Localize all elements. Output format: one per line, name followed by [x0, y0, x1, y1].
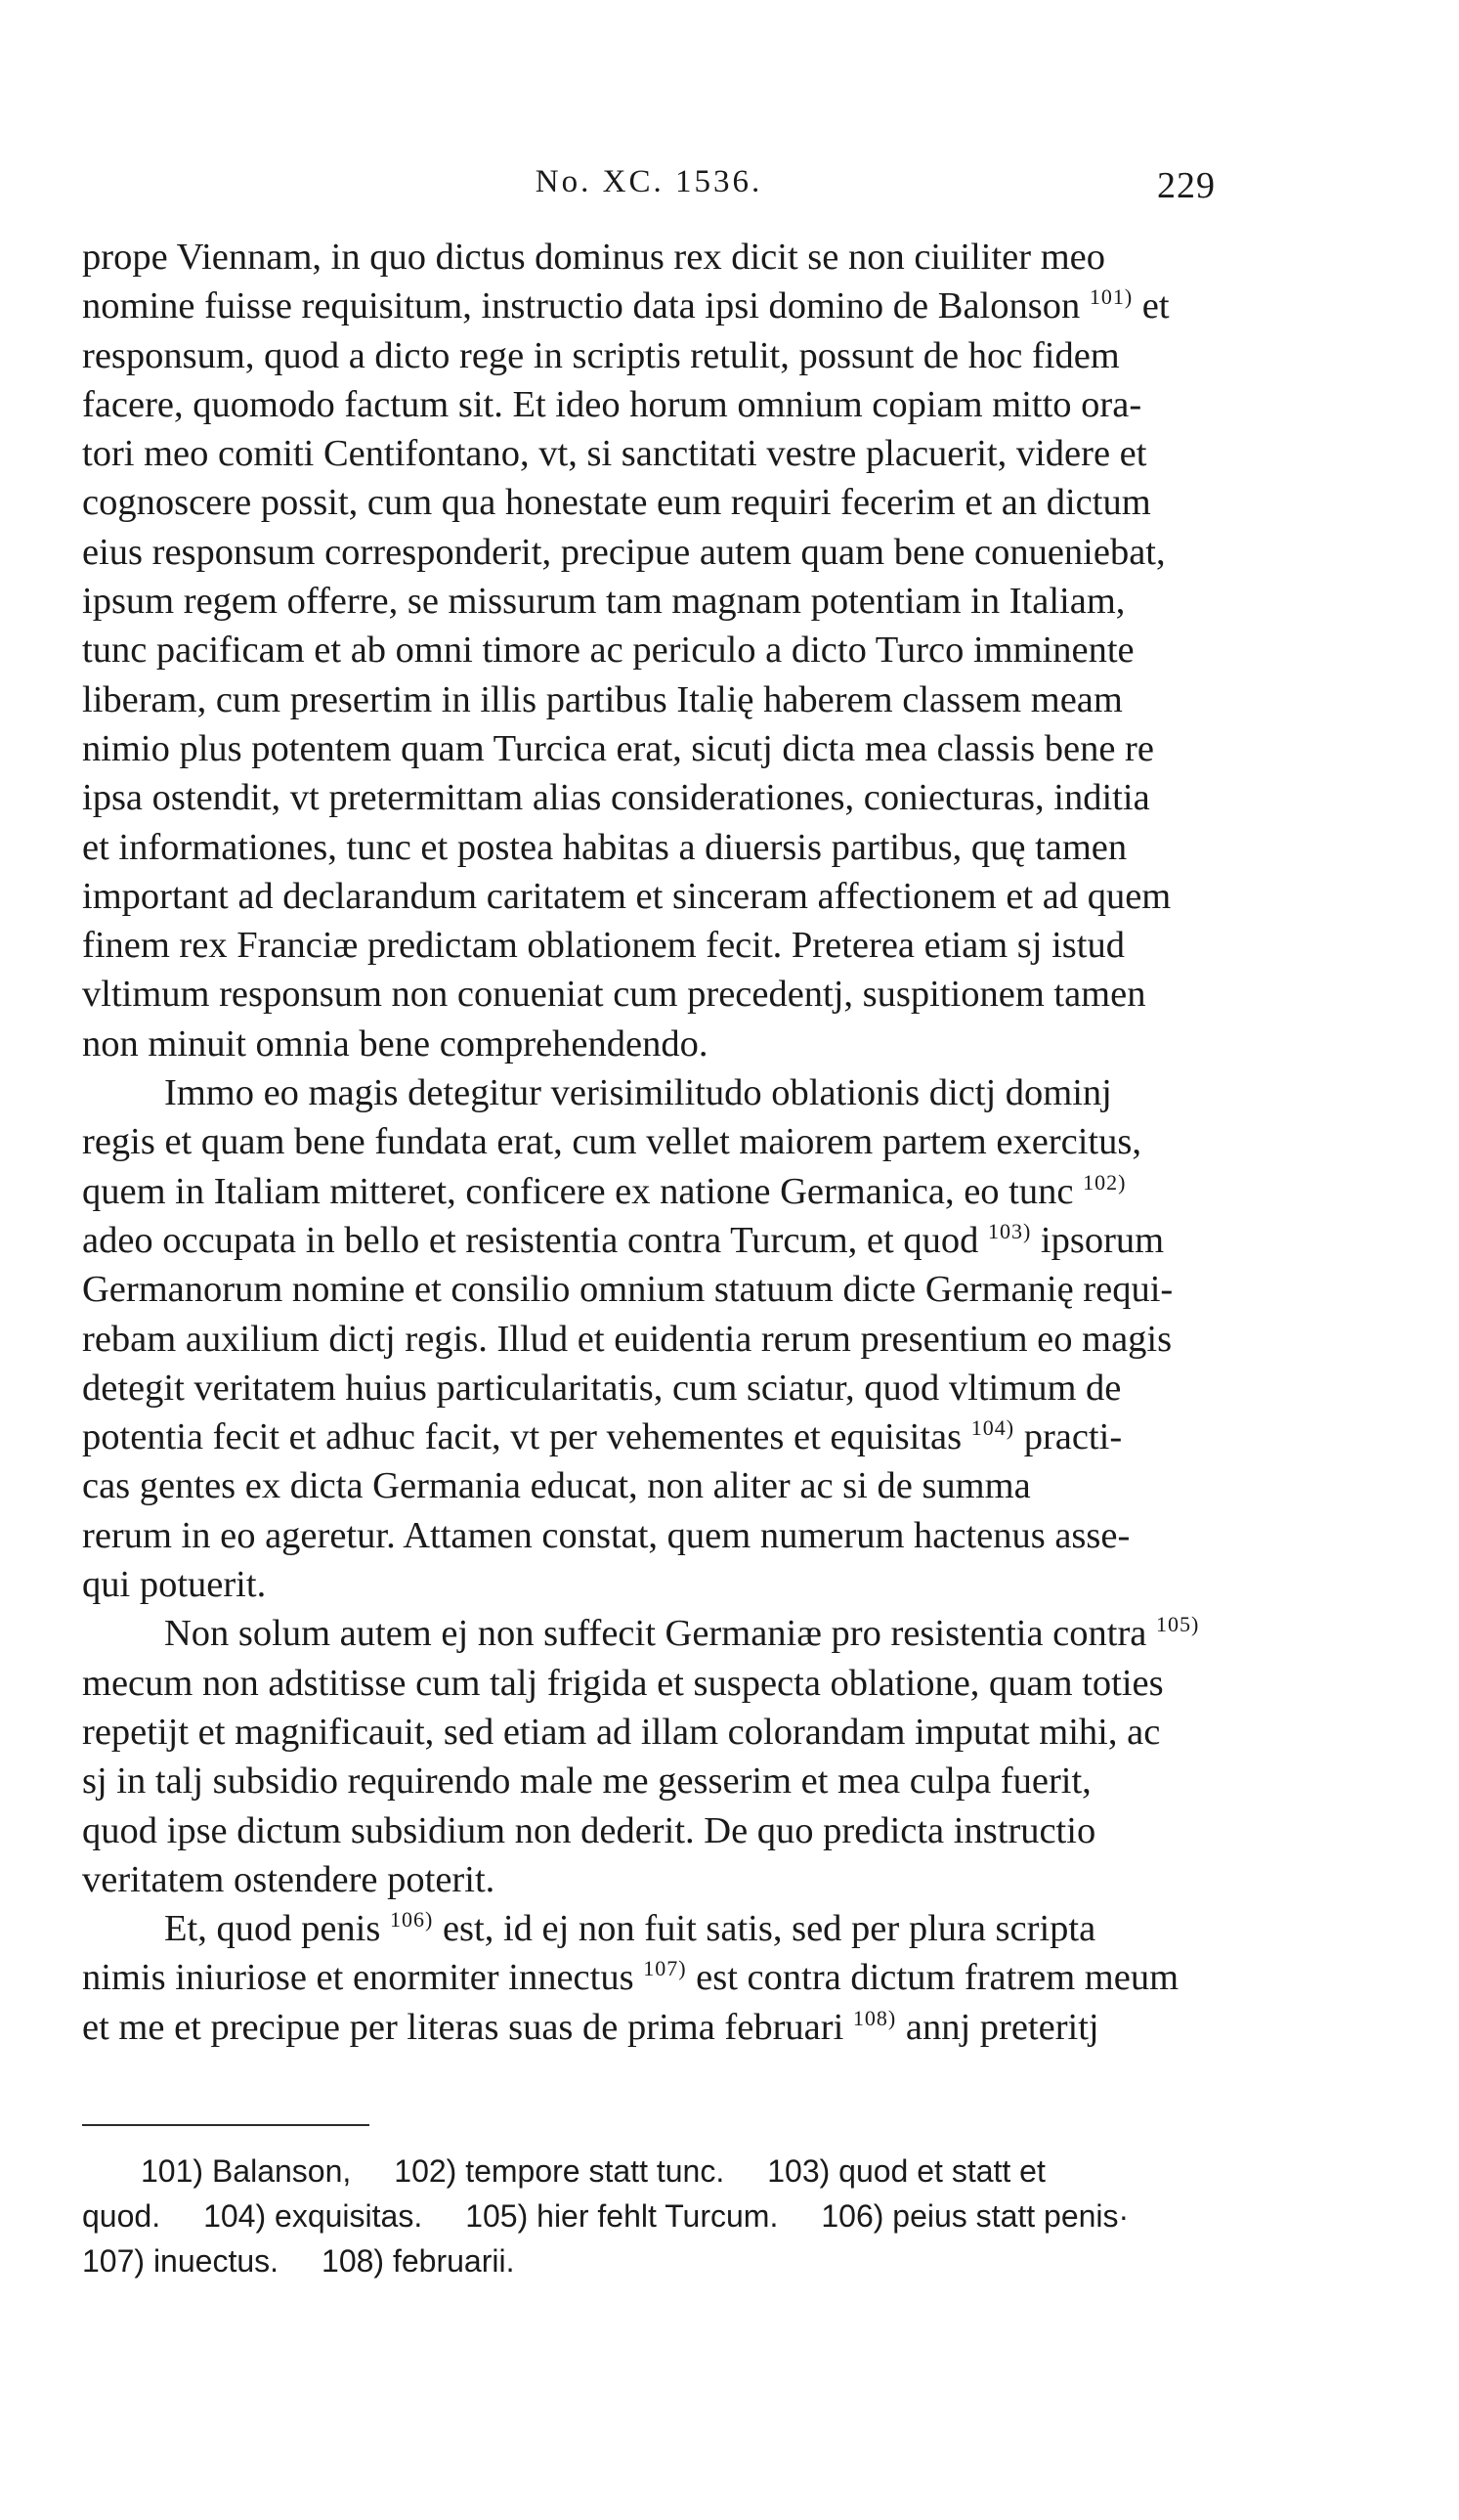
footnote-ref: 101) [1089, 284, 1134, 310]
text-line: cas gentes ex dicta Germania educat, non aliter ac si de summa [82, 1465, 1031, 1507]
line-tail: practi- [1023, 1416, 1123, 1458]
line-tail: ipsorum [1040, 1219, 1165, 1261]
line-text: potentia fecit et adhuc facit, vt per vehementes et equisitas [82, 1416, 963, 1458]
text-line: repetijt et magnificauit, sed etiam ad illam colorandam imputat mihi, ac [82, 1711, 1161, 1753]
text-line: rerum in eo ageretur. Attamen constat, quem numerum hactenus asse- [82, 1514, 1131, 1556]
footnote-103: 103) quod et statt et [767, 2153, 1046, 2189]
footnote-107: 107) inuectus. [82, 2243, 279, 2279]
text-line: ipsum regem offerre, se missurum tam magnam potentiam in Italiam, [82, 581, 1126, 623]
text-line: quod ipse dictum subsidium non dederit. De quo predicta instructio [82, 1809, 1096, 1851]
running-title: No. XC. 1536. [535, 164, 763, 199]
footnote-108: 108) februarii. [322, 2243, 515, 2279]
page-number: 229 [1157, 165, 1216, 206]
line-text: Non solum autem ej non suffecit Germaniæ pro resistentia contra [164, 1613, 1147, 1655]
text-line [82, 1216, 1216, 1265]
footnote-104: 104) exquisitas. [203, 2198, 423, 2234]
footnote-line [82, 2149, 1216, 2194]
text-line: mecum non adstitisse cum talj frigida et suspecta oblatione, quam toties [82, 1662, 1164, 1704]
text-line: cognoscere possit, cum qua honestate eum requiri fecerim et an dictum [82, 482, 1151, 524]
text-line [82, 1412, 1216, 1461]
text-line: rebam auxilium dictj regis. Illud et euidentia rerum presentium eo magis [82, 1318, 1173, 1360]
text-line: finem rex Franciæ predictam oblationem fecit. Preterea etiam sj istud [82, 925, 1125, 967]
text-line: facere, quomodo factum sit. Et ideo horum omnium copiam mitto ora- [82, 383, 1142, 425]
text-line: important ad declarandum caritatem et sinceram affectionem et ad quem [82, 875, 1172, 917]
line-tail: est, id ej non fuit satis, sed per plura scripta [442, 1908, 1096, 1950]
footnote-101: 101) Balanson, [141, 2153, 352, 2189]
text-line: sj in talj subsidio requirendo male me gesserim et mea culpa fuerit, [82, 1760, 1092, 1803]
paragraph-start-line [82, 1609, 1216, 1658]
footnote-103-cont: quod. [82, 2198, 161, 2234]
text-line: et informationes, tunc et postea habitas a diuersis partibus, quę tamen [82, 826, 1128, 868]
text-line [82, 1953, 1216, 2002]
footnote-106: 106) peius statt penis· [821, 2198, 1130, 2234]
text-line: liberam, cum presertim in illis partibus Italię haberem classem meam [82, 678, 1123, 720]
paragraph-start-line [82, 1904, 1216, 1953]
line-tail: annj preteritj [905, 2006, 1099, 2048]
line-text: adeo occupata in bello et resistentia contra Turcum, et quod [82, 1219, 979, 1261]
footnote-ref: 103) [987, 1218, 1032, 1243]
line-text: et me et precipue per literas suas de prima februari [82, 2006, 844, 2048]
text-line [82, 2003, 1216, 2052]
running-head [82, 164, 1216, 207]
footnote-102: 102) tempore statt tunc. [394, 2153, 725, 2189]
text-line: nimio plus potentem quam Turcica erat, sicutj dicta mea classis bene re [82, 727, 1154, 769]
paragraph-start-line: Immo eo magis detegitur verisimilitudo oblationis dictj dominj [164, 1072, 1112, 1114]
text-line [82, 282, 1216, 330]
text-line: qui potuerit. [82, 1564, 267, 1606]
line-tail: est contra dictum fratrem meum [696, 1957, 1180, 1999]
footnote-divider [82, 2124, 369, 2126]
footnote-105: 105) hier fehlt Turcum. [465, 2198, 779, 2234]
text-line: tunc pacificam et ab omni timore ac periculo a dicto Turco imminente [82, 630, 1135, 672]
footnote-line [82, 2194, 1216, 2238]
text-line: responsum, quod a dicto rege in scriptis retulit, possunt de hoc fidem [82, 334, 1120, 376]
footnote-ref: 106) [389, 1907, 434, 1933]
footnote-ref: 102) [1083, 1169, 1127, 1195]
text-line [82, 1167, 1216, 1216]
text-line: vltimum responsum non conueniat cum precedentj, suspitionem tamen [82, 974, 1146, 1016]
footnote-line [82, 2238, 1216, 2283]
footnote-ref: 107) [643, 1956, 687, 1981]
line-text: Et, quod penis [164, 1908, 381, 1950]
text-line: veritatem ostendere poterit. [82, 1858, 495, 1900]
line-tail: et [1141, 285, 1170, 327]
line-text: quem in Italiam mitteret, conficere ex natione Germanica, eo tunc [82, 1170, 1074, 1212]
text-line: prope Viennam, in quo dictus dominus rex dicit se non ciuiliter meo [82, 237, 1105, 278]
text-line: ipsa ostendit, vt pretermittam alias considerationes, coniecturas, inditia [82, 777, 1150, 819]
text-line: eius responsum corresponderit, precipue autem quam bene conueniebat, [82, 531, 1166, 573]
body-text [82, 233, 1216, 2052]
text-line: non minuit omnia bene comprehendendo. [82, 1022, 708, 1064]
footnote-ref: 104) [970, 1415, 1015, 1441]
footnote-ref: 108) [852, 2005, 897, 2030]
line-text: nomine fuisse requisitum, instructio data ipsi domino de Balonson [82, 285, 1081, 327]
text-line: regis et quam bene fundata erat, cum vellet maiorem partem exercitus, [82, 1121, 1141, 1163]
text-line: tori meo comiti Centifontano, vt, si sanctitati vestre placuerit, videre et [82, 433, 1147, 475]
text-line: detegit veritatem huius particularitatis, cum sciatur, quod vltimum de [82, 1367, 1122, 1409]
line-text: nimis iniuriose et enormiter innectus [82, 1957, 634, 1999]
text-line: Germanorum nomine et consilio omnium statuum dicte Germanię requi- [82, 1269, 1174, 1311]
footnote-ref: 105) [1156, 1612, 1200, 1637]
footnotes [82, 2149, 1216, 2283]
